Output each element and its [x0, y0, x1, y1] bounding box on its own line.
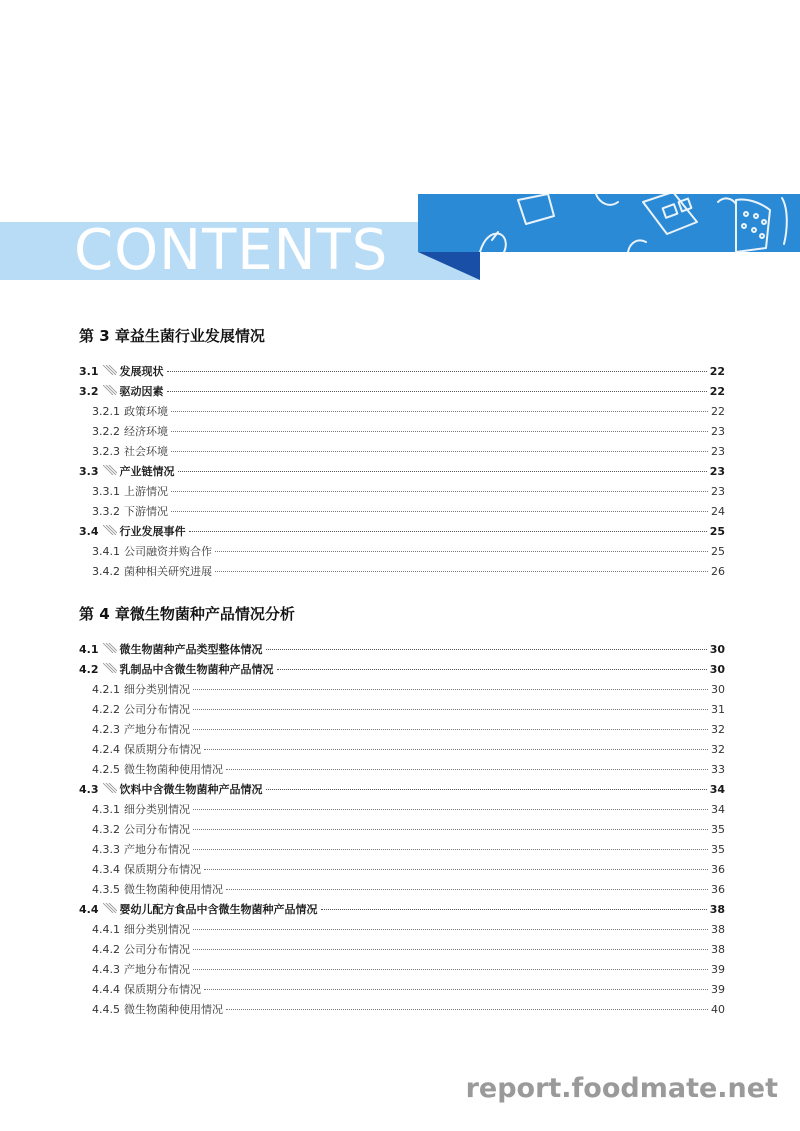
toc-subsection-row[interactable]	[79, 940, 725, 960]
banner-illustration	[418, 194, 800, 252]
toc-page-number: 25	[711, 545, 725, 558]
toc-section-row[interactable]	[79, 522, 725, 542]
toc-page-number: 23	[711, 445, 725, 458]
toc-label: 驱动因素	[119, 385, 164, 398]
toc-page-number: 36	[711, 883, 725, 896]
doodle-icons	[418, 194, 800, 252]
toc-subsection-row[interactable]	[79, 980, 725, 1000]
toc-number: 4.2.4	[92, 743, 120, 756]
dot-leader	[215, 571, 708, 572]
toc-subsection-row[interactable]	[79, 1000, 725, 1020]
dot-leader	[193, 949, 708, 950]
toc-number: 4.3.3	[92, 843, 120, 856]
toc-number: 3.2.2	[92, 425, 120, 438]
chapter-title: 第 3 章益生菌行业发展情况	[79, 327, 265, 345]
toc-page-number: 22	[711, 405, 725, 418]
toc-number: 3.2.3	[92, 445, 120, 458]
toc-subsection-row[interactable]	[79, 860, 725, 880]
toc-page-number: 30	[711, 683, 725, 696]
toc-label: 微生物菌种使用情况	[124, 883, 223, 896]
toc-page-number: 39	[711, 983, 725, 996]
dot-leader	[171, 411, 708, 412]
toc-label: 保质期分布情况	[124, 863, 201, 876]
dot-leader	[193, 709, 708, 710]
toc-label: 微生物菌种产品类型整体情况	[119, 643, 263, 656]
toc-subsection-row[interactable]	[79, 920, 725, 940]
toc-label: 产地分布情况	[124, 963, 190, 976]
toc-page-number: 22	[709, 385, 725, 398]
toc-subsection-row[interactable]	[79, 680, 725, 700]
toc-section-row[interactable]	[79, 382, 725, 402]
toc-label: 饮料中含微生物菌种产品情况	[119, 783, 263, 796]
toc-page-number: 26	[711, 565, 725, 578]
dot-leader	[171, 431, 708, 432]
toc-number: 4.2.3	[92, 723, 120, 736]
toc-subsection-row[interactable]	[79, 760, 725, 780]
toc-number: 4.2	[79, 663, 99, 676]
dot-leader	[189, 531, 707, 532]
toc-subsection-row[interactable]	[79, 960, 725, 980]
toc-subsection-row[interactable]	[79, 422, 725, 442]
toc-number: 3.3.1	[92, 485, 120, 498]
toc-label: 细分类别情况	[124, 803, 190, 816]
toc-subsection-row[interactable]	[79, 720, 725, 740]
toc-subsection-row[interactable]	[79, 542, 725, 562]
dot-leader	[171, 451, 708, 452]
dot-leader	[277, 669, 707, 670]
toc-page-number: 34	[711, 803, 725, 816]
hatch-icon	[103, 465, 117, 475]
hatch-icon	[103, 903, 117, 913]
toc-number: 4.2.1	[92, 683, 120, 696]
toc-page-number: 35	[711, 823, 725, 836]
toc-number: 4.3.5	[92, 883, 120, 896]
dot-leader	[171, 511, 708, 512]
toc-section-row[interactable]	[79, 900, 725, 920]
toc-subsection-row[interactable]	[79, 840, 725, 860]
toc-subsection-row[interactable]	[79, 562, 725, 582]
toc-page-number: 39	[711, 963, 725, 976]
toc-label: 产业链情况	[119, 465, 175, 478]
hatch-icon	[103, 783, 117, 793]
toc-label: 婴幼儿配方食品中含微生物菌种产品情况	[119, 903, 318, 916]
hatch-icon	[103, 663, 117, 673]
dot-leader	[321, 909, 707, 910]
dot-leader	[215, 551, 708, 552]
toc-number: 4.3.1	[92, 803, 120, 816]
dot-leader	[204, 989, 708, 990]
toc-label: 保质期分布情况	[124, 743, 201, 756]
toc-number: 4.4	[79, 903, 99, 916]
toc-label: 社会环境	[124, 445, 168, 458]
dot-leader	[167, 391, 707, 392]
toc-label: 上游情况	[124, 485, 168, 498]
dot-leader	[193, 969, 708, 970]
toc-page-number: 34	[709, 783, 725, 796]
dot-leader	[193, 929, 708, 930]
hatch-icon	[103, 525, 117, 535]
toc-number: 4.4.2	[92, 943, 120, 956]
toc-number: 3.2.1	[92, 405, 120, 418]
toc-page-number: 32	[711, 743, 725, 756]
toc-subsection-row[interactable]	[79, 700, 725, 720]
toc-section-row[interactable]	[79, 640, 725, 660]
toc-number: 4.1	[79, 643, 99, 656]
toc-number: 3.4	[79, 525, 99, 538]
toc-label: 发展现状	[119, 365, 164, 378]
hatch-icon	[103, 385, 117, 395]
toc-page-number: 25	[709, 525, 725, 538]
toc-page-number: 31	[711, 703, 725, 716]
toc-number: 3.1	[79, 365, 99, 378]
toc-section-row[interactable]	[79, 660, 725, 680]
banner-fold-shape	[418, 252, 480, 280]
toc-number: 3.2	[79, 385, 99, 398]
dot-leader	[171, 491, 708, 492]
toc-subsection-row[interactable]	[79, 502, 725, 522]
dot-leader	[193, 809, 708, 810]
toc-page-number: 38	[711, 943, 725, 956]
dot-leader	[226, 1009, 708, 1010]
toc-subsection-row[interactable]	[79, 820, 725, 840]
toc-page-number: 40	[711, 1003, 725, 1016]
hatch-icon	[103, 643, 117, 653]
dot-leader	[193, 729, 708, 730]
toc-label: 产地分布情况	[124, 843, 190, 856]
toc-page-number: 38	[711, 923, 725, 936]
toc-label: 公司分布情况	[124, 823, 190, 836]
hatch-icon	[103, 365, 117, 375]
toc-label: 乳制品中含微生物菌种产品情况	[119, 663, 274, 676]
dot-leader	[193, 689, 708, 690]
toc-label: 公司融资并购合作	[124, 545, 212, 558]
toc-label: 细分类别情况	[124, 683, 190, 696]
toc-number: 4.4.3	[92, 963, 120, 976]
toc-number: 4.4.4	[92, 983, 120, 996]
watermark-text: report.foodmate.net	[465, 1073, 778, 1104]
toc-subsection-row[interactable]	[79, 800, 725, 820]
dot-leader	[204, 749, 708, 750]
toc-page-number: 30	[709, 643, 725, 656]
toc-number: 3.3.2	[92, 505, 120, 518]
toc-page-number: 23	[711, 485, 725, 498]
dot-leader	[167, 371, 707, 372]
toc-number: 4.4.5	[92, 1003, 120, 1016]
toc-number: 3.4.1	[92, 545, 120, 558]
toc-page-number: 33	[711, 763, 725, 776]
toc-number: 3.3	[79, 465, 99, 478]
toc-label: 细分类别情况	[124, 923, 190, 936]
toc-entries	[79, 362, 725, 582]
toc-page-number: 23	[709, 465, 725, 478]
toc-subsection-row[interactable]	[79, 880, 725, 900]
dot-leader	[204, 869, 708, 870]
toc-section-row[interactable]	[79, 462, 725, 482]
chapter-4-section	[79, 604, 725, 1020]
dot-leader	[193, 849, 708, 850]
dot-leader	[178, 471, 707, 472]
contents-title: CONTENTS	[74, 218, 389, 283]
toc-label: 经济环境	[124, 425, 168, 438]
toc-entries	[79, 640, 725, 1020]
toc-page-number: 35	[711, 843, 725, 856]
dot-leader	[193, 829, 708, 830]
toc-page-number: 38	[709, 903, 725, 916]
chapter-3-section	[79, 326, 725, 582]
toc-page-number: 36	[711, 863, 725, 876]
toc-number: 4.3.4	[92, 863, 120, 876]
toc-page-number: 32	[711, 723, 725, 736]
toc-section-row[interactable]	[79, 362, 725, 382]
toc-label: 行业发展事件	[119, 525, 186, 538]
dot-leader	[266, 649, 707, 650]
toc-number: 4.3	[79, 783, 99, 796]
chapter-title: 第 4 章微生物菌种产品情况分析	[79, 605, 295, 623]
toc-label: 微生物菌种使用情况	[124, 1003, 223, 1016]
toc-number: 4.4.1	[92, 923, 120, 936]
toc-label: 菌种相关研究进展	[124, 565, 212, 578]
dot-leader	[226, 889, 708, 890]
toc-page-number: 30	[709, 663, 725, 676]
toc-subsection-row[interactable]	[79, 482, 725, 502]
toc-subsection-row[interactable]	[79, 740, 725, 760]
toc-number: 3.4.2	[92, 565, 120, 578]
toc-subsection-row[interactable]	[79, 402, 725, 422]
toc-page-number: 23	[711, 425, 725, 438]
toc-label: 公司分布情况	[124, 943, 190, 956]
dot-leader	[226, 769, 708, 770]
toc-number: 4.2.5	[92, 763, 120, 776]
toc-subsection-row[interactable]	[79, 442, 725, 462]
toc-label: 政策环境	[124, 405, 168, 418]
toc-label: 微生物菌种使用情况	[124, 763, 223, 776]
toc-label: 下游情况	[124, 505, 168, 518]
toc-label: 产地分布情况	[124, 723, 190, 736]
toc-label: 公司分布情况	[124, 703, 190, 716]
toc-section-row[interactable]	[79, 780, 725, 800]
toc-number: 4.2.2	[92, 703, 120, 716]
toc-number: 4.3.2	[92, 823, 120, 836]
toc-page-number: 24	[711, 505, 725, 518]
dot-leader	[266, 789, 707, 790]
toc-label: 保质期分布情况	[124, 983, 201, 996]
toc-page-number: 22	[709, 365, 725, 378]
